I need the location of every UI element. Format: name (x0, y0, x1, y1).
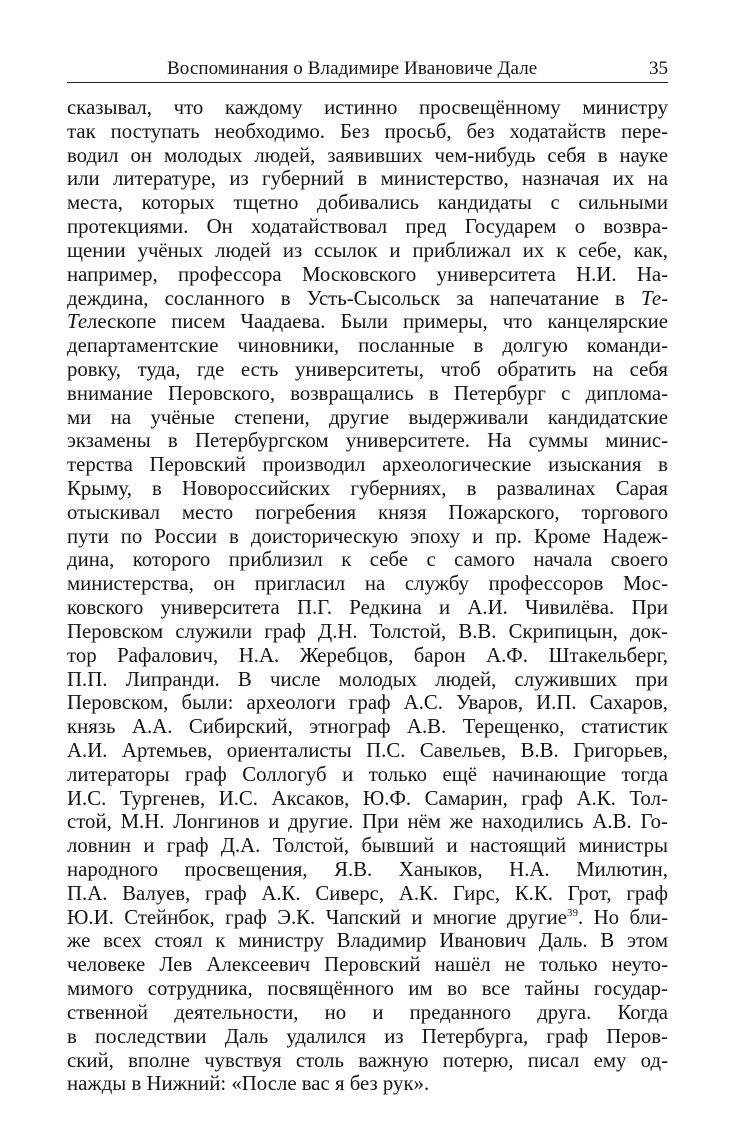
running-head (67, 46, 668, 84)
line-text-continuation: . Но бли- (577, 905, 668, 929)
line-text: деждина, сосланного в Усть-Сысольск за напечатание в (67, 286, 625, 310)
text-line: места, которых тщетно добивались кандидаты с сильными (67, 191, 668, 215)
italic-title-fragment: Те (67, 310, 88, 334)
text-line: щении учёных людей из ссылок и приближал их к себе, как, (67, 238, 668, 262)
text-line: Перовском, были: археологи граф А.С. Уваров, И.П. Сахаров, (67, 691, 668, 715)
running-title: Воспоминания о Владимире Ивановиче Дале (167, 58, 538, 79)
text-line: тор Рафалович, Н.А. Жеребцов, барон А.Ф. Штакельберг, (67, 643, 668, 667)
page-number: 35 (649, 58, 668, 79)
line-text: Ю.И. Стейнбок, граф Э.К. Чапский и многие другие (67, 905, 567, 929)
body-text (67, 96, 668, 1096)
footnote-reference[interactable]: 39 (566, 906, 578, 919)
text-line: народного просвещения, Я.В. Ханыков, Н.А. Милютин, (67, 858, 668, 881)
text-line: П.А. Валуев, граф А.К. Сиверс, А.К. Гирс, К.К. Грот, граф (67, 881, 668, 905)
text-line: И.С. Тургенев, И.С. Аксаков, Ю.Ф. Самарин, граф А.К. Тол- (67, 786, 668, 810)
text-line: экзамены в Петербургском университете. На суммы минис- (67, 429, 668, 453)
text-line: П.П. Липранди. В числе молодых людей, служивших при (67, 667, 668, 691)
text-line: департаментские чиновники, посланные в долгую команди- (67, 334, 668, 358)
italic-title-fragment: Те- (641, 286, 669, 310)
text-line: внимание Перовского, возвращались в Петербург с диплома- (67, 381, 668, 405)
text-line: в последствии Даль удалился из Петербурга, граф Перов- (67, 1024, 668, 1048)
text-line: так поступать необходимо. Без просьб, без ходатайств пере- (67, 119, 668, 143)
text-line: А.И. Артемьев, ориенталисты П.С. Савельев, В.В. Григорьев, (67, 738, 668, 762)
text-line: же всех стоял к министру Владимир Иванович Даль. В этом (67, 929, 668, 953)
text-line: сказывал, что каждому истинно просвещённому министру (67, 96, 668, 119)
text-line: министерства, он пригласил на службу профессоров Мос- (67, 572, 668, 596)
text-line: например, профессора Московского университета Н.И. На- (67, 262, 668, 286)
text-line: терства Перовский производил археологические изыскания в (67, 453, 668, 477)
text-line: человеке Лев Алексеевич Перовский нашёл не только неуто- (67, 953, 668, 977)
text-line: ми на учёные степени, другие выдерживали кандидатские (67, 405, 668, 429)
line-text: лескопе писем Чаадаева. Были примеры, что канцелярские (87, 310, 668, 334)
text-line: Перовском служили граф Д.Н. Толстой, В.В. Скрипицын, док- (67, 619, 668, 643)
text-line: ственной деятельности, но и преданного друга. Когда (67, 1000, 668, 1024)
text-line: ловнин и граф Д.А. Толстой, бывший и настоящий министры (67, 834, 668, 858)
text-line: мимого сотрудника, посвящённого им во все тайны государ- (67, 977, 668, 1001)
text-line-with-italic (67, 287, 668, 311)
text-line-with-italic (67, 310, 668, 334)
text-line: протекциями. Он ходатайствовал пред Государем о возвра- (67, 215, 668, 239)
text-line: нажды в Нижний: «После вас я без рук». (67, 1072, 430, 1096)
text-line: водил он молодых людей, заявивших чем-нибудь себя в науке (67, 143, 668, 167)
text-line: дина, которого приблизил к себе с самого начала своего (67, 548, 668, 572)
text-line: литераторы граф Соллогуб и только ещё начинающие тогда (67, 762, 668, 786)
text-line: пути по России в доисторическую эпоху и пр. Кроме Надеж- (67, 524, 668, 548)
text-line: отыскивал место погребения князя Пожарского, торгового (67, 500, 668, 524)
text-line: ский, вполне чувствуя столь важную потерю, писал ему од- (67, 1048, 668, 1072)
text-line: князь А.А. Сибирский, этнограф А.В. Терещенко, статистик (67, 715, 668, 739)
text-line: или литературе, из губерний в министерство, назначая их на (67, 167, 668, 191)
text-line-with-footnote (67, 906, 668, 930)
text-line: ровку, туда, где есть университеты, чтоб обратить на себя (67, 357, 668, 381)
text-line: Крыму, в Новороссийских губерниях, в развалинах Сарая (67, 477, 668, 500)
text-line: стой, М.Н. Лонгинов и другие. При нём же находились А.В. Го- (67, 810, 668, 834)
text-line: ковского университета П.Г. Редкина и А.И. Чивилёва. При (67, 596, 668, 620)
header-rule (67, 82, 668, 83)
